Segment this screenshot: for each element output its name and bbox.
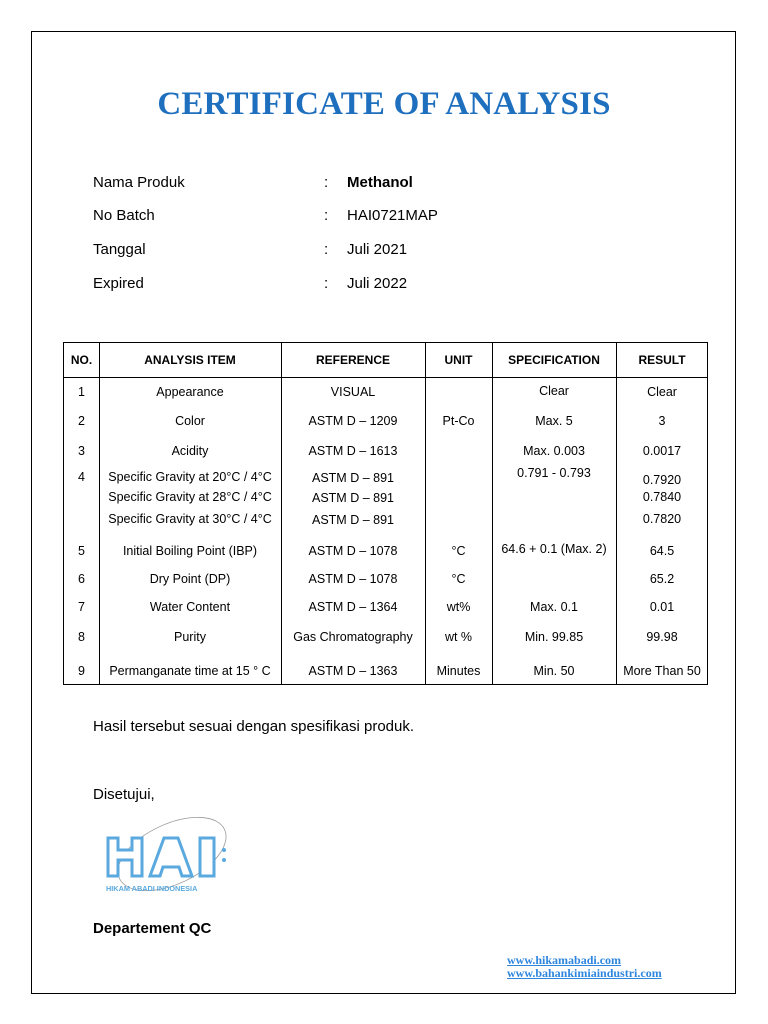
header-divider bbox=[64, 377, 707, 378]
website-link-bahankimia[interactable]: www.bahankimiaindustri.com bbox=[507, 966, 662, 980]
cell-analysis-item: Permanganate time at 15 ° C bbox=[109, 664, 271, 678]
info-row-batch bbox=[0, 207, 768, 227]
cell-unit: °C bbox=[451, 544, 466, 558]
header-reference: REFERENCE bbox=[315, 353, 390, 367]
info-label: Tanggal bbox=[93, 241, 146, 258]
info-label: Nama Produk bbox=[93, 174, 185, 191]
cell-no: 6 bbox=[78, 572, 85, 586]
cell-analysis-item: Water Content bbox=[149, 600, 231, 614]
cell-reference: ASTM D – 1613 bbox=[308, 444, 398, 458]
cell-reference: ASTM D – 1363 bbox=[308, 664, 398, 678]
cell-analysis-item: Color bbox=[175, 414, 205, 428]
cell-specification: 0.791 - 0.793 bbox=[517, 466, 591, 480]
info-colon: : bbox=[324, 241, 329, 258]
cell-specification: Max. 0.1 bbox=[530, 600, 578, 614]
cell-unit: °C bbox=[451, 572, 466, 586]
info-colon: : bbox=[324, 174, 329, 191]
cell-result: 0.7820 bbox=[642, 512, 682, 526]
header-no: NO. bbox=[70, 353, 93, 367]
info-value: Juli 2022 bbox=[347, 275, 408, 292]
cell-result: 0.7920 bbox=[642, 473, 682, 487]
info-colon: : bbox=[324, 207, 329, 224]
cell-specification: Min. 99.85 bbox=[524, 630, 584, 644]
cell-analysis-item: Dry Point (DP) bbox=[149, 572, 231, 586]
company-logo-icon bbox=[104, 812, 234, 894]
cell-result: 0.7840 bbox=[642, 490, 682, 504]
cell-reference: ASTM D – 891 bbox=[312, 513, 394, 527]
info-value: Methanol bbox=[347, 174, 413, 191]
approval-label: Disetujui, bbox=[93, 786, 155, 803]
cell-analysis-item: Specific Gravity at 28°C / 4°C bbox=[108, 490, 272, 504]
cell-unit: Pt-Co bbox=[442, 414, 475, 428]
info-row-date bbox=[0, 241, 768, 261]
cell-analysis-item: Specific Gravity at 20°C / 4°C bbox=[108, 470, 272, 484]
info-row-product bbox=[0, 174, 768, 194]
cell-reference: ASTM D – 891 bbox=[312, 471, 394, 485]
cell-specification: Min. 50 bbox=[533, 664, 575, 678]
cell-analysis-item: Appearance bbox=[156, 385, 224, 399]
cell-result: More Than 50 bbox=[623, 664, 701, 678]
cell-no: 5 bbox=[78, 544, 85, 558]
cell-analysis-item: Initial Boiling Point (IBP) bbox=[122, 544, 258, 558]
cell-specification: Max. 0.003 bbox=[523, 444, 585, 458]
analysis-table bbox=[63, 342, 708, 685]
cell-result: 65.2 bbox=[649, 572, 675, 586]
department-signature: Departement QC bbox=[93, 920, 212, 937]
cell-reference: ASTM D – 1364 bbox=[308, 600, 398, 614]
logo-tagline: HIKAM ABADI INDONESIA bbox=[106, 884, 198, 893]
cell-result: 64.5 bbox=[649, 544, 675, 558]
cell-result: 0.01 bbox=[649, 600, 675, 614]
cell-reference: Gas Chromatography bbox=[293, 630, 413, 644]
cell-unit: wt% bbox=[446, 600, 471, 614]
cell-no: 9 bbox=[78, 664, 85, 678]
info-row-expired bbox=[0, 275, 768, 295]
cell-result: 99.98 bbox=[646, 630, 678, 644]
cell-analysis-item: Acidity bbox=[171, 444, 209, 458]
cell-specification: Max. 5 bbox=[535, 414, 573, 428]
cell-result: 0.0017 bbox=[642, 444, 682, 458]
cell-reference: ASTM D – 1078 bbox=[308, 572, 398, 586]
cell-analysis-item: Purity bbox=[174, 630, 206, 644]
cell-result: Clear bbox=[647, 385, 677, 399]
header-specification: SPECIFICATION bbox=[508, 353, 600, 367]
cell-reference: ASTM D – 1078 bbox=[308, 544, 398, 558]
document-title: CERTIFICATE OF ANALYSIS bbox=[157, 86, 611, 122]
cell-no: 2 bbox=[78, 414, 85, 428]
cell-no: 7 bbox=[78, 600, 85, 614]
cell-reference: VISUAL bbox=[330, 385, 376, 399]
cell-no: 4 bbox=[78, 470, 85, 484]
header-analysis-item: ANALYSIS ITEM bbox=[144, 353, 236, 367]
info-value: Juli 2021 bbox=[347, 241, 408, 258]
cell-result: 3 bbox=[658, 414, 666, 428]
cell-reference: ASTM D – 1209 bbox=[308, 414, 398, 428]
header-result: RESULT bbox=[638, 353, 686, 367]
website-link-hikamabadi[interactable]: www.hikamabadi.com bbox=[507, 953, 622, 967]
cell-analysis-item: Specific Gravity at 30°C / 4°C bbox=[108, 512, 272, 526]
cell-no: 8 bbox=[78, 630, 85, 644]
info-colon: : bbox=[324, 275, 329, 292]
cell-unit: Minutes bbox=[436, 664, 481, 678]
cell-reference: ASTM D – 891 bbox=[312, 491, 394, 505]
cell-no: 1 bbox=[78, 385, 85, 399]
header-unit: UNIT bbox=[444, 353, 473, 367]
cell-no: 3 bbox=[78, 444, 85, 458]
cell-specification: 64.6 + 0.1 (Max. 2) bbox=[501, 542, 607, 556]
cell-specification: Clear bbox=[539, 384, 569, 398]
conformity-note: Hasil tersebut sesuai dengan spesifikasi produk. bbox=[93, 718, 415, 735]
info-label: Expired bbox=[93, 275, 144, 292]
info-label: No Batch bbox=[93, 207, 155, 224]
cell-unit: wt % bbox=[444, 630, 473, 644]
info-value: HAI0721MAP bbox=[347, 207, 438, 224]
